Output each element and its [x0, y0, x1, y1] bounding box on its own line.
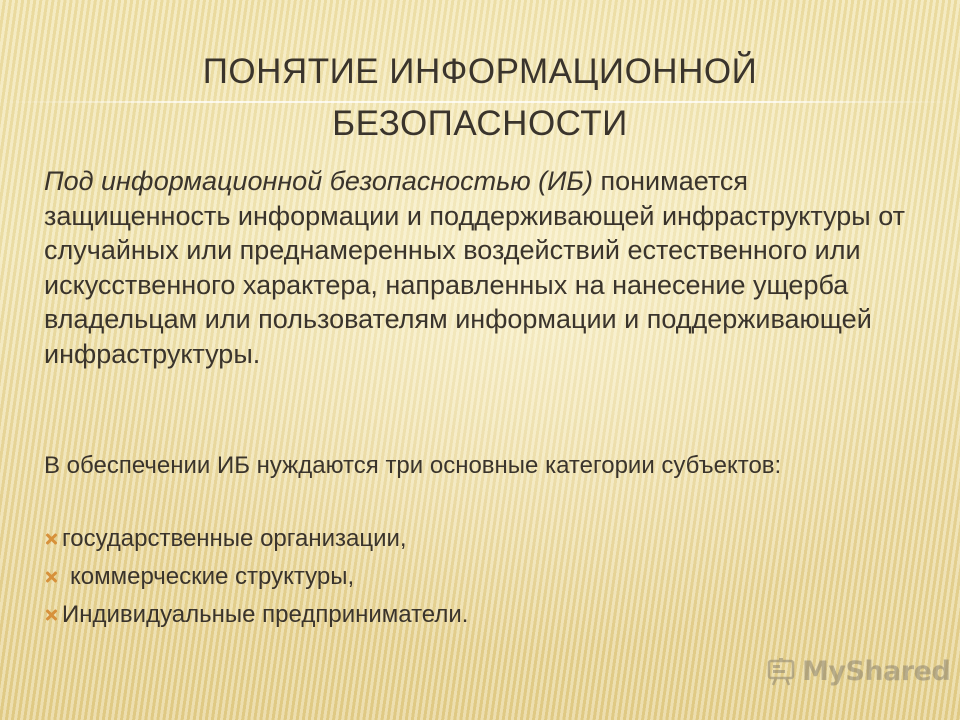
list-item-text: коммерческие структуры, [70, 563, 355, 590]
presentation-board-icon [766, 657, 796, 687]
definition-term: Под информационной безопасностью (ИБ) [44, 166, 593, 196]
watermark [766, 656, 950, 687]
categories-intro: В обеспечении ИБ нуждаются три основные категории субъектов: [44, 452, 782, 479]
list-item [44, 558, 468, 596]
x-bullet-icon [44, 532, 58, 546]
categories-list [44, 520, 468, 634]
definition-text: понимается защищенность информации и поддерживающей инфраструктуры от случайных или преднамеренных воздействий естественного или искусственного характера, направленных на нанесение ущерба владельцам или пользователям информации и поддерживающей инфраструктуры. [44, 166, 905, 369]
list-item [44, 596, 468, 634]
slide-title: ПОНЯТИЕ ИНФОРМАЦИОННОЙ БЕЗОПАСНОСТИ [202, 52, 758, 143]
watermark-text: MyShared [802, 656, 951, 687]
x-bullet-icon [44, 608, 58, 622]
title-divider [0, 101, 960, 103]
list-item [44, 520, 468, 558]
list-item-text: Индивидуальные предприниматели. [62, 601, 469, 628]
list-item-text: государственные организации, [62, 525, 407, 552]
definition-paragraph [44, 164, 924, 371]
x-bullet-icon [44, 570, 58, 584]
